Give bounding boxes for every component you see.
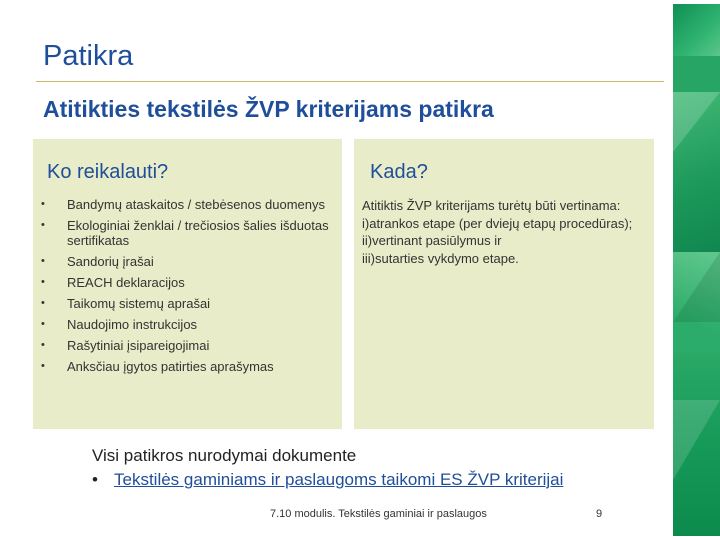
deco-facet [673, 400, 720, 480]
list-item-text: Bandymų ataskaitos / stebėsenos duomenys [67, 197, 325, 212]
list-item-text: Rašytiniai įsipareigojimai [67, 338, 210, 353]
list-item-text: REACH deklaracijos [67, 275, 185, 290]
deco-segment [673, 56, 720, 92]
when-panel [354, 139, 654, 429]
bullet-icon: • [41, 276, 45, 288]
when-description [362, 197, 647, 267]
deco-facet [673, 92, 720, 152]
list-item-text: Naudojimo instrukcijos [67, 317, 198, 332]
what-to-require-heading: Ko reikalauti? [47, 161, 169, 183]
list-item [41, 317, 337, 332]
when-line: i)atrankos etape (per dviejų etapų procedūras); [362, 215, 633, 231]
bullet-icon: • [41, 360, 45, 372]
when-line: iii)sutarties vykdymo etape. [362, 250, 519, 266]
bullet-icon: • [41, 198, 45, 210]
bullet-icon: • [41, 297, 45, 309]
list-item [41, 359, 337, 374]
when-line: ii)vertinant pasiūlymus ir [362, 233, 502, 248]
verification-note: Visi patikros nurodymai dokumente [92, 446, 357, 465]
list-item [41, 296, 337, 311]
list-item [41, 218, 337, 248]
criteria-link-row [92, 470, 563, 490]
list-item [41, 197, 337, 212]
page-number: 9 [596, 508, 603, 520]
when-line: Atitiktis ŽVP kriterijams turėtų būti vertinama: [362, 198, 621, 213]
deco-segment [673, 4, 720, 56]
footer-module-text: 7.10 modulis. Tekstilės gaminiai ir paslaugos [270, 508, 487, 520]
list-item [41, 254, 337, 269]
list-item-text: Sandorių įrašai [67, 254, 154, 269]
slide-subtitle: Atitikties tekstilės ŽVP kriterijams patikra [43, 96, 494, 122]
list-item [41, 275, 337, 290]
bullet-icon: • [41, 318, 45, 330]
what-to-require-panel [33, 139, 342, 429]
list-item-text: Anksčiau įgytos patirties aprašymas [67, 359, 274, 374]
gpp-criteria-link[interactable]: Tekstilės gaminiams ir paslaugoms taikomi ES ŽVP kriterijai [114, 470, 564, 489]
title-divider [36, 81, 664, 82]
list-item-text: Ekologiniai ženklai / trečiosios šalies išduotas sertifikatas [67, 218, 329, 248]
bullet-icon: • [41, 339, 45, 351]
bullet-icon: • [92, 470, 98, 489]
slide-title: Patikra [43, 40, 134, 72]
deco-facet [673, 252, 720, 322]
bullet-icon: • [41, 255, 45, 267]
list-item-text: Taikomų sistemų aprašai [67, 296, 211, 311]
requirements-list [41, 197, 337, 380]
list-item [41, 338, 337, 353]
decorative-green-bar [669, 0, 720, 540]
when-heading: Kada? [370, 161, 428, 183]
bullet-icon: • [41, 219, 45, 231]
